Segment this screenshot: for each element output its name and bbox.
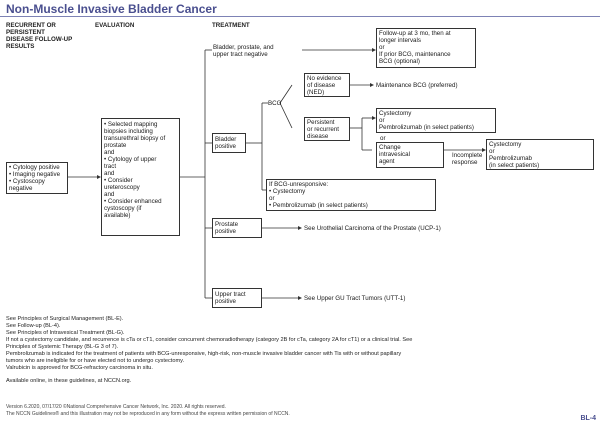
incomplete-treat-line: Cystectomy xyxy=(489,141,522,148)
results-box xyxy=(6,162,68,194)
upper-positive-line: positive xyxy=(215,298,236,305)
persistent-line: or recurrent xyxy=(307,126,339,133)
header-results: RECURRENT OR PERSISTENT DISEASE FOLLOW-UP RESULTS xyxy=(6,22,73,50)
prostate-positive-box xyxy=(212,218,262,238)
results-line: • Cystoscopy xyxy=(9,178,45,185)
evaluation-line: and xyxy=(104,149,115,156)
evaluation-line: ureteroscopy xyxy=(104,184,140,191)
followup-line: or xyxy=(379,44,385,51)
footnote: See Follow-up (BL-4). xyxy=(6,323,61,329)
footnote: Principles of Systemic Therapy (BL-G 3 of 7). xyxy=(6,344,119,350)
ned-line: No evidence xyxy=(307,75,342,82)
persistent-line: Persistent xyxy=(307,119,335,126)
ned-line: of disease xyxy=(307,82,336,89)
persistent-treat-line: Pembrolizumab (in select patients) xyxy=(379,124,474,131)
evaluation-line: and xyxy=(104,191,115,198)
bcg-label: BCG xyxy=(268,100,282,107)
bladder-positive-box xyxy=(212,133,246,153)
evaluation-line: • Selected mapping xyxy=(104,121,158,128)
evaluation-line: cystoscopy (if xyxy=(104,205,142,212)
footnote: See Principles of Surgical Management (BL-E). xyxy=(6,316,124,322)
footnote: See Principles of Intravesical Treatment (BL-G). xyxy=(6,330,125,336)
change-agent-box xyxy=(376,142,444,168)
incomplete-response-label: Incomplete response xyxy=(452,152,483,167)
persistent-treat-line: or xyxy=(379,117,385,124)
bcg-unresponsive-line: • Cystectomy xyxy=(269,188,306,195)
persistent-box xyxy=(304,117,350,141)
evaluation-line: available) xyxy=(104,212,131,219)
footnote: Valrubicin is approved for BCG-refractory carcinoma in situ. xyxy=(6,365,153,371)
evaluation-line: and xyxy=(104,170,115,177)
bcg-unresponsive-line: • Pembrolizumab (in select patients) xyxy=(269,202,368,209)
incomplete-treat-line: Pembrolizumab xyxy=(489,155,532,162)
results-line: negative xyxy=(9,185,33,192)
footnote-extra: Available online, in these guidelines, at NCCN.org. xyxy=(6,378,132,384)
copyright-line: Version 6.2020, 07/17/20 ©National Comprehensive Cancer Network, Inc. 2020. All rights reserved. xyxy=(6,404,226,410)
page-code: BL-4 xyxy=(580,415,596,422)
bcg-unresponsive-box xyxy=(266,179,436,211)
results-line: • Cytology positive xyxy=(9,164,60,171)
prostate-positive-line: Prostate xyxy=(215,221,239,228)
evaluation-line: • Cytology of upper xyxy=(104,156,157,163)
page-title: Non-Muscle Invasive Bladder Cancer xyxy=(6,2,217,16)
bcg-unresponsive-line: If BCG-unresponsive: xyxy=(269,181,329,188)
evaluation-box xyxy=(101,118,180,236)
bladder-positive-line: positive xyxy=(215,143,236,150)
upper-tract-reference-link[interactable]: See Upper GU Tract Tumors (UTT-1) xyxy=(304,295,406,302)
incomplete-treat-line: (in select patients) xyxy=(489,162,540,169)
change-agent-line: agent xyxy=(379,158,395,165)
evaluation-line: biopsies including xyxy=(104,128,153,135)
persistent-treatment-box xyxy=(376,108,496,133)
header-evaluation: EVALUATION xyxy=(95,22,135,29)
prostate-positive-line: positive xyxy=(215,228,236,235)
upper-positive-line: Upper tract xyxy=(215,291,246,298)
followup-box xyxy=(376,28,476,68)
header-treatment: TREATMENT xyxy=(212,22,250,29)
evaluation-line: tract xyxy=(104,163,117,170)
upper-tract-positive-box xyxy=(212,288,262,308)
evaluation-line: transurethral biopsy of xyxy=(104,135,166,142)
incomplete-treat-line: or xyxy=(489,148,495,155)
ned-line: (NED) xyxy=(307,89,325,96)
maintenance-bcg: Maintenance BCG (preferred) xyxy=(376,82,458,89)
followup-line: longer intervals xyxy=(379,37,421,44)
evaluation-line: prostate xyxy=(104,142,127,149)
negative-branch-label: Bladder, prostate, and upper tract negative xyxy=(213,44,274,59)
footnote: tumors who are ineligible for or have elected not to undergo cystectomy. xyxy=(6,358,185,364)
ned-box xyxy=(304,73,350,97)
incomplete-treatment-box xyxy=(486,139,594,170)
bcg-unresponsive-line: or xyxy=(269,195,275,202)
copyright-line: The NCCN Guidelines® and this illustration may not be reproduced in any form without the express written permission of NCCN. xyxy=(6,411,290,417)
change-agent-line: intravesical xyxy=(379,151,410,158)
bladder-positive-line: Bladder xyxy=(215,136,237,143)
persistent-line: disease xyxy=(307,133,329,140)
followup-line: Follow-up at 3 mo, then at xyxy=(379,30,451,37)
change-agent-line: Change xyxy=(379,144,401,151)
followup-line: BCG (optional) xyxy=(379,58,420,65)
followup-line: If prior BCG, maintenance xyxy=(379,51,451,58)
evaluation-line: • Consider enhanced xyxy=(104,198,162,205)
persistent-or: or xyxy=(380,135,386,142)
prostate-reference-link[interactable]: See Urothelial Carcinoma of the Prostate (UCP-1) xyxy=(304,225,441,232)
results-line: • Imaging negative xyxy=(9,171,61,178)
persistent-treat-line: Cystectomy xyxy=(379,110,412,117)
footnote: Pembrolizumab is indicated for the treatment of patients with BCG-unresponsive, high-risk, non-muscle invasive bladder cancer with Tis with or without papillary xyxy=(6,351,402,357)
evaluation-line: • Consider xyxy=(104,177,133,184)
footnote: If not a cystectomy candidate, and recurrence is cTa or cT1, consider concurrent chemoradiotherapy (category 2B for cTa, category 2A for cT1) or a clinical trial. See xyxy=(6,337,413,343)
